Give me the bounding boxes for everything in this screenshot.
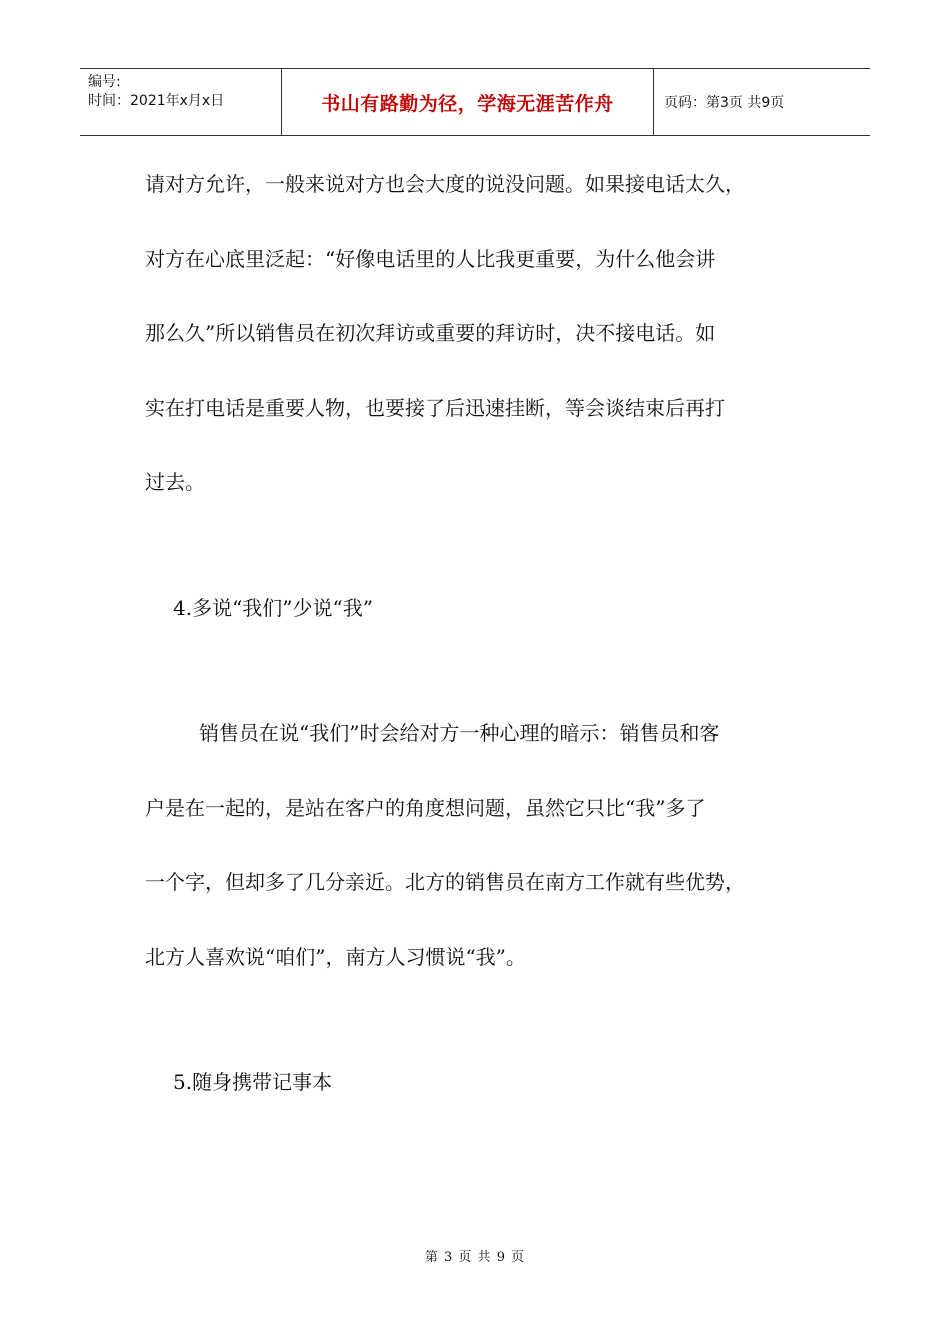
body-line: 过去。 — [145, 470, 205, 494]
document-header — [80, 68, 870, 136]
header-number-label: 编号: — [88, 74, 121, 90]
header-motto: 书山有路勤为径，学海无涯苦作舟 — [321, 92, 614, 115]
section-heading: 4.多说“我们”少说“我” — [173, 596, 373, 620]
body-line: 户是在一起的，是站在客户的角度想问题，虽然它只比“我”多了 — [145, 796, 706, 820]
body-line: 请对方允许，一般来说对方也会大度的说没问题。如果接电话太久， — [145, 172, 745, 196]
header-page-info: 页码：第3页 共9页 — [664, 95, 785, 111]
body-line: 实在打电话是重要人物，也要接了后迅速挂断，等会谈结束后再打 — [145, 396, 725, 420]
header-date-label: 时间：2021年x月x日 — [88, 93, 225, 109]
body-line: 对方在心底里泛起：“好像电话里的人比我更重要，为什么他会讲 — [145, 247, 716, 271]
header-motto-cell — [281, 69, 654, 135]
body-line: 销售员在说“我们”时会给对方一种心理的暗示：销售员和客 — [199, 721, 720, 745]
body-line: 北方人喜欢说“咱们”，南方人习惯说“我”。 — [145, 945, 526, 969]
page-footer: 第 3 页 共 9 页 — [424, 1250, 526, 1265]
section-heading: 5.随身携带记事本 — [173, 1070, 333, 1094]
body-line: 那么久”所以销售员在初次拜访或重要的拜访时，决不接电话。如 — [145, 321, 716, 345]
header-page-cell — [654, 69, 870, 135]
body-line: 一个字，但却多了几分亲近。北方的销售员在南方工作就有些优势， — [145, 870, 745, 894]
header-left-cell — [80, 69, 281, 135]
